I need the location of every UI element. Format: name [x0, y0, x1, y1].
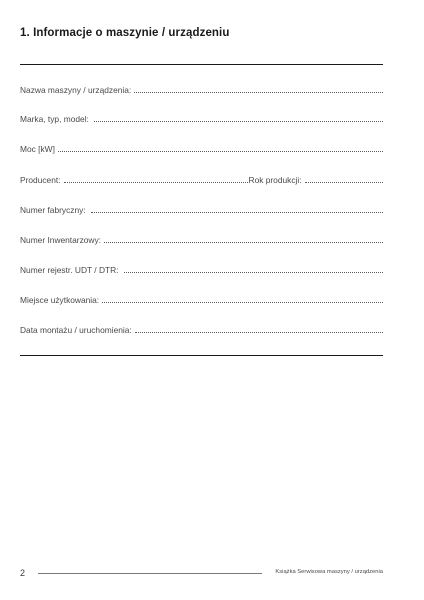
top-divider: [20, 64, 383, 65]
field-label-numer-fabryczny: Numer fabryczny:: [20, 205, 86, 215]
field-input-miejsce[interactable]: [102, 302, 383, 303]
field-input-nazwa[interactable]: [134, 92, 383, 93]
footer-divider: [38, 573, 262, 574]
field-label-nazwa: Nazwa maszyny / urządzenia:: [20, 85, 132, 95]
field-label-rok: Rok produkcji:: [248, 175, 302, 185]
section-title: 1. Informacje o maszynie / urządzeniu: [20, 27, 230, 39]
field-row-miejsce: [20, 293, 383, 305]
footer-book-title: Książka Serwisowa maszyny / urządzenia: [275, 569, 383, 575]
field-row-producent: [20, 173, 383, 185]
field-input-moc[interactable]: [58, 151, 383, 152]
page-number: 2: [20, 568, 26, 578]
field-input-data-montazu[interactable]: [135, 332, 383, 333]
field-input-numer-inwentarzowy[interactable]: [104, 242, 383, 243]
field-label-moc: Moc [kW]: [20, 144, 55, 154]
field-row-numer-inwentarzowy: [20, 233, 383, 245]
field-row-marka: [20, 112, 383, 124]
field-label-numer-inwentarzowy: Numer Inwentarzowy:: [20, 235, 101, 245]
field-row-numer-rejestr: [20, 263, 383, 275]
field-label-data-montazu: Data montażu / uruchomienia:: [20, 325, 132, 335]
field-label-producent: Producent:: [20, 175, 61, 185]
bottom-divider: [20, 355, 383, 356]
field-row-moc: [20, 142, 383, 154]
field-input-marka[interactable]: [94, 121, 383, 122]
field-input-numer-rejestr[interactable]: [124, 272, 384, 273]
field-label-miejsce: Miejsce użytkowania:: [20, 295, 100, 305]
field-label-numer-rejestr: Numer rejestr. UDT / DTR:: [20, 265, 119, 275]
field-row-data-montazu: [20, 323, 383, 335]
field-input-numer-fabryczny[interactable]: [91, 212, 383, 213]
field-input-producent[interactable]: [64, 182, 248, 183]
field-input-rok[interactable]: [305, 182, 383, 183]
field-row-nazwa: [20, 83, 383, 95]
field-row-numer-fabryczny: [20, 203, 383, 215]
field-label-marka: Marka, typ, model:: [20, 114, 89, 124]
